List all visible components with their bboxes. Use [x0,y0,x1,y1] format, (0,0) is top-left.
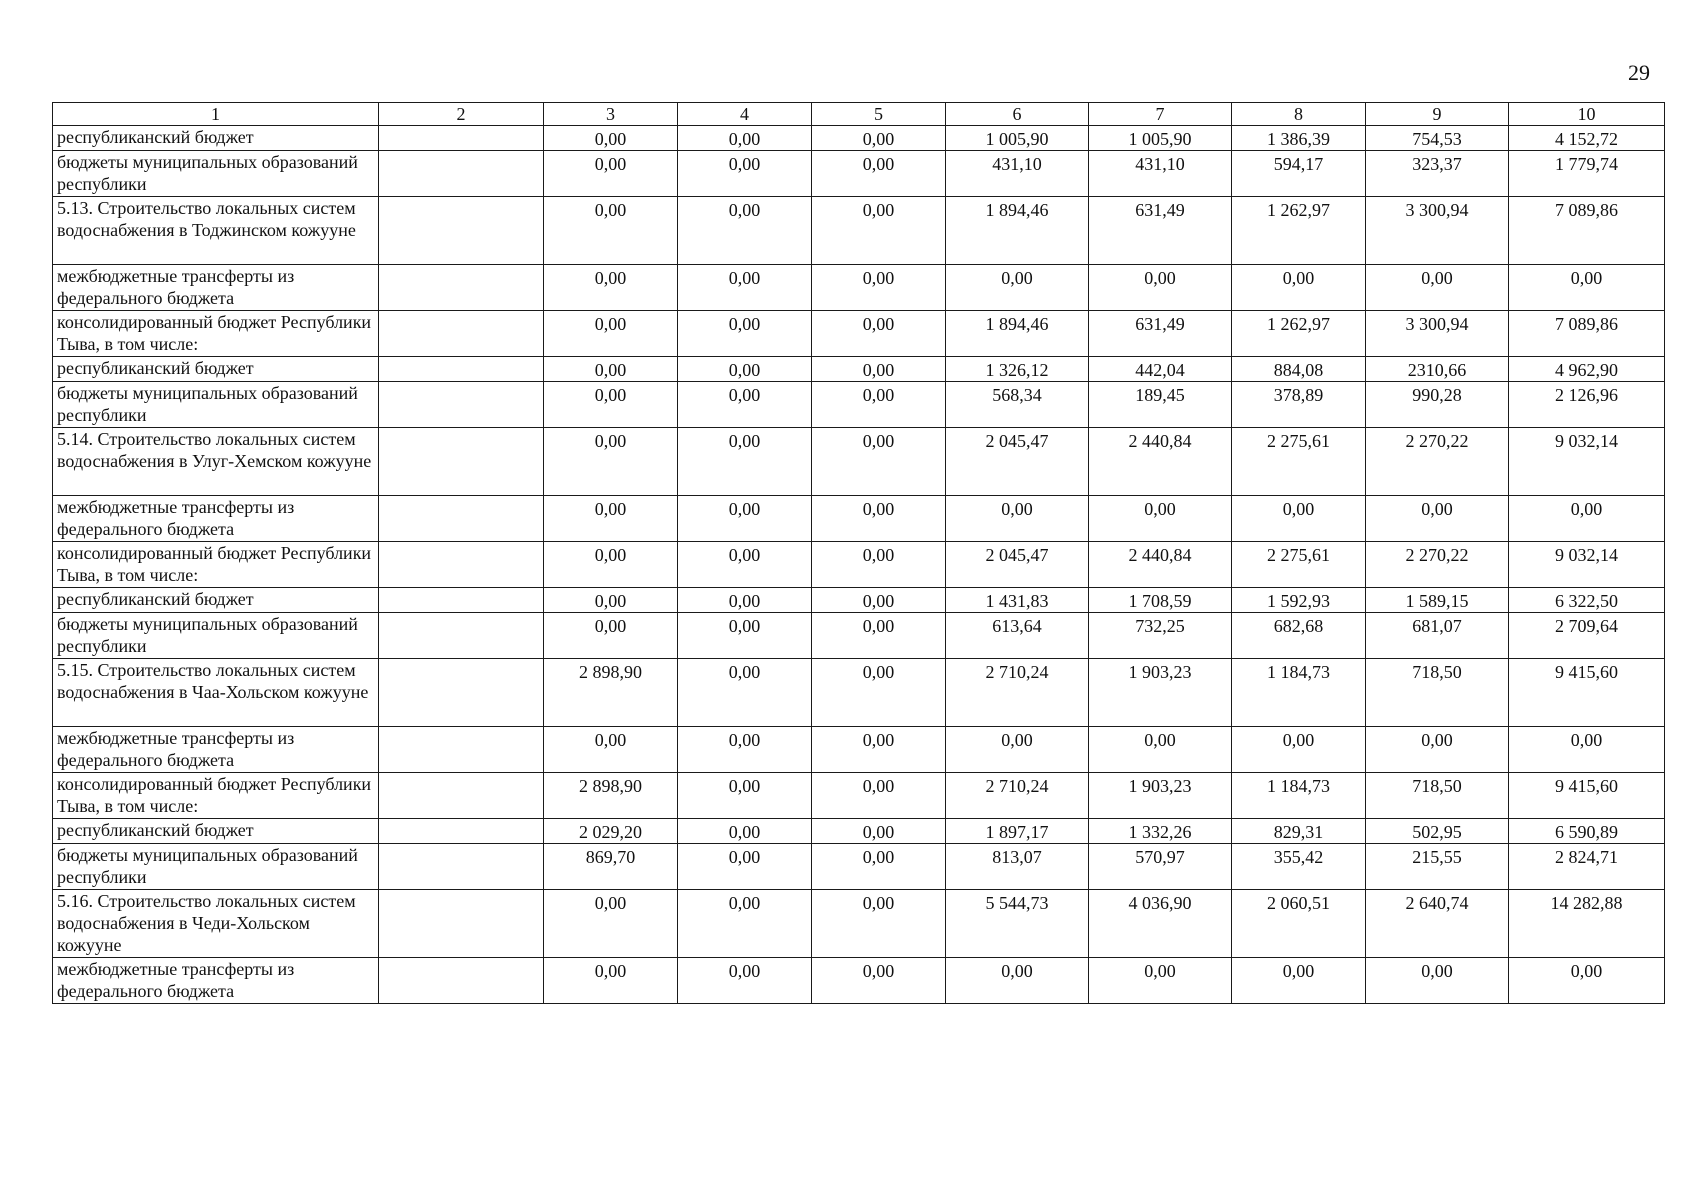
row-name: бюджеты муниципальных образований республики [53,844,379,890]
value-cell: 6 590,89 [1509,819,1665,844]
empty-cell [379,958,544,1004]
value-cell: 570,97 [1089,844,1232,890]
value-cell: 869,70 [544,844,678,890]
value-cell: 0,00 [678,727,812,773]
value-cell: 2 824,71 [1509,844,1665,890]
value-cell: 0,00 [1509,727,1665,773]
value-cell: 0,00 [544,588,678,613]
table-row [53,773,1665,819]
row-name: 5.15. Строительство локальных систем водоснабжения в Чаа-Хольском кожууне [53,659,379,727]
value-cell: 431,10 [946,151,1089,197]
value-cell: 7 089,86 [1509,311,1665,357]
value-cell: 0,00 [1089,727,1232,773]
value-cell: 1 386,39 [1232,126,1366,151]
empty-cell [379,382,544,428]
value-cell: 442,04 [1089,357,1232,382]
value-cell: 2 898,90 [544,659,678,727]
value-cell: 2 270,22 [1366,542,1509,588]
value-cell: 0,00 [1366,265,1509,311]
empty-cell [379,844,544,890]
value-cell: 0,00 [812,727,946,773]
empty-cell [379,496,544,542]
value-cell: 0,00 [678,151,812,197]
value-cell: 1 326,12 [946,357,1089,382]
empty-cell [379,727,544,773]
empty-cell [379,197,544,265]
value-cell: 0,00 [946,265,1089,311]
value-cell: 502,95 [1366,819,1509,844]
value-cell: 1 589,15 [1366,588,1509,613]
value-cell: 0,00 [812,613,946,659]
table-row [53,890,1665,958]
value-cell: 0,00 [678,773,812,819]
value-cell: 1 894,46 [946,197,1089,265]
value-cell: 0,00 [544,311,678,357]
row-name: межбюджетные трансферты из федерального бюджета [53,727,379,773]
value-cell: 2 709,64 [1509,613,1665,659]
value-cell: 2 710,24 [946,659,1089,727]
value-cell: 0,00 [678,844,812,890]
value-cell: 431,10 [1089,151,1232,197]
value-cell: 4 036,90 [1089,890,1232,958]
value-cell: 4 152,72 [1509,126,1665,151]
value-cell: 2 898,90 [544,773,678,819]
row-name: межбюджетные трансферты из федерального бюджета [53,496,379,542]
value-cell: 0,00 [678,542,812,588]
value-cell: 0,00 [812,958,946,1004]
value-cell: 631,49 [1089,197,1232,265]
value-cell: 0,00 [544,151,678,197]
row-name: межбюджетные трансферты из федерального бюджета [53,958,379,1004]
value-cell: 0,00 [678,819,812,844]
table-row [53,659,1665,727]
value-cell: 613,64 [946,613,1089,659]
table-row [53,613,1665,659]
value-cell: 568,34 [946,382,1089,428]
value-cell: 0,00 [1509,496,1665,542]
value-cell: 718,50 [1366,773,1509,819]
value-cell: 0,00 [544,428,678,496]
value-cell: 1 592,93 [1232,588,1366,613]
value-cell: 813,07 [946,844,1089,890]
value-cell: 0,00 [544,197,678,265]
table-row [53,126,1665,151]
column-header: 2 [379,103,544,126]
empty-cell [379,588,544,613]
value-cell: 0,00 [1366,727,1509,773]
empty-cell [379,311,544,357]
value-cell: 1 894,46 [946,311,1089,357]
value-cell: 0,00 [1366,496,1509,542]
table-row [53,496,1665,542]
value-cell: 0,00 [1232,958,1366,1004]
value-cell: 990,28 [1366,382,1509,428]
value-cell: 0,00 [812,311,946,357]
value-cell: 0,00 [812,890,946,958]
empty-cell [379,151,544,197]
value-cell: 0,00 [544,542,678,588]
value-cell: 0,00 [678,265,812,311]
value-cell: 0,00 [678,428,812,496]
column-header: 6 [946,103,1089,126]
value-cell: 0,00 [1089,265,1232,311]
column-header: 1 [53,103,379,126]
value-cell: 3 300,94 [1366,311,1509,357]
value-cell: 1 005,90 [946,126,1089,151]
value-cell: 0,00 [812,197,946,265]
value-cell: 378,89 [1232,382,1366,428]
value-cell: 0,00 [544,613,678,659]
table-row [53,311,1665,357]
value-cell: 1 262,97 [1232,197,1366,265]
value-cell: 0,00 [544,496,678,542]
value-cell: 2 640,74 [1366,890,1509,958]
value-cell: 0,00 [812,659,946,727]
row-name: консолидированный бюджет Республики Тыва, в том числе: [53,542,379,588]
empty-cell [379,659,544,727]
value-cell: 5 544,73 [946,890,1089,958]
value-cell: 0,00 [544,727,678,773]
row-name: 5.14. Строительство локальных систем водоснабжения в Улуг-Хемском кожууне [53,428,379,496]
empty-cell [379,773,544,819]
value-cell: 0,00 [1366,958,1509,1004]
value-cell: 0,00 [678,382,812,428]
table-row [53,588,1665,613]
column-header: 5 [812,103,946,126]
value-cell: 1 332,26 [1089,819,1232,844]
table-row [53,958,1665,1004]
value-cell: 0,00 [812,588,946,613]
value-cell: 0,00 [678,659,812,727]
value-cell: 9 415,60 [1509,773,1665,819]
value-cell: 4 962,90 [1509,357,1665,382]
table-row [53,542,1665,588]
value-cell: 681,07 [1366,613,1509,659]
value-cell: 2 126,96 [1509,382,1665,428]
row-name: межбюджетные трансферты из федерального бюджета [53,265,379,311]
value-cell: 0,00 [946,727,1089,773]
value-cell: 1 262,97 [1232,311,1366,357]
value-cell: 0,00 [812,428,946,496]
value-cell: 0,00 [544,382,678,428]
value-cell: 0,00 [812,357,946,382]
value-cell: 0,00 [812,265,946,311]
row-name: бюджеты муниципальных образований республики [53,151,379,197]
empty-cell [379,265,544,311]
column-header: 7 [1089,103,1232,126]
table-row [53,428,1665,496]
value-cell: 594,17 [1232,151,1366,197]
value-cell: 1 005,90 [1089,126,1232,151]
table-row [53,727,1665,773]
value-cell: 2 045,47 [946,428,1089,496]
table-body [53,126,1665,1004]
empty-cell [379,890,544,958]
table-row [53,844,1665,890]
value-cell: 2 045,47 [946,542,1089,588]
value-cell: 0,00 [678,958,812,1004]
value-cell: 0,00 [544,958,678,1004]
value-cell: 0,00 [812,542,946,588]
empty-cell [379,357,544,382]
row-name: республиканский бюджет [53,126,379,151]
value-cell: 0,00 [678,311,812,357]
value-cell: 0,00 [678,126,812,151]
value-cell: 0,00 [1232,496,1366,542]
empty-cell [379,126,544,151]
value-cell: 1 184,73 [1232,659,1366,727]
value-cell: 718,50 [1366,659,1509,727]
value-cell: 2 270,22 [1366,428,1509,496]
row-name: консолидированный бюджет Республики Тыва, в том числе: [53,773,379,819]
column-header: 8 [1232,103,1366,126]
value-cell: 3 300,94 [1366,197,1509,265]
value-cell: 0,00 [678,613,812,659]
column-header: 10 [1509,103,1665,126]
value-cell: 1 903,23 [1089,773,1232,819]
value-cell: 0,00 [812,382,946,428]
empty-cell [379,819,544,844]
row-name: 5.13. Строительство локальных систем водоснабжения в Тоджинском кожууне [53,197,379,265]
table-row [53,265,1665,311]
value-cell: 0,00 [1509,265,1665,311]
table-row [53,819,1665,844]
empty-cell [379,428,544,496]
value-cell: 0,00 [678,357,812,382]
value-cell: 0,00 [544,357,678,382]
column-header: 9 [1366,103,1509,126]
value-cell: 884,08 [1232,357,1366,382]
value-cell: 0,00 [678,197,812,265]
row-name: республиканский бюджет [53,357,379,382]
value-cell: 2 275,61 [1232,428,1366,496]
value-cell: 215,55 [1366,844,1509,890]
table-row [53,151,1665,197]
value-cell: 9 415,60 [1509,659,1665,727]
value-cell: 829,31 [1232,819,1366,844]
value-cell: 0,00 [946,958,1089,1004]
value-cell: 0,00 [1232,727,1366,773]
value-cell: 0,00 [812,844,946,890]
value-cell: 0,00 [544,890,678,958]
value-cell: 2 440,84 [1089,428,1232,496]
value-cell: 682,68 [1232,613,1366,659]
value-cell: 0,00 [1509,958,1665,1004]
value-cell: 9 032,14 [1509,428,1665,496]
value-cell: 1 779,74 [1509,151,1665,197]
value-cell: 732,25 [1089,613,1232,659]
value-cell: 0,00 [678,588,812,613]
value-cell: 2 440,84 [1089,542,1232,588]
value-cell: 0,00 [678,890,812,958]
column-header: 3 [544,103,678,126]
value-cell: 0,00 [812,819,946,844]
value-cell: 1 431,83 [946,588,1089,613]
value-cell: 2 060,51 [1232,890,1366,958]
value-cell: 2 710,24 [946,773,1089,819]
value-cell: 0,00 [1232,265,1366,311]
value-cell: 1 184,73 [1232,773,1366,819]
row-name: 5.16. Строительство локальных систем водоснабжения в Чеди-Хольском кожууне [53,890,379,958]
empty-cell [379,613,544,659]
value-cell: 631,49 [1089,311,1232,357]
value-cell: 6 322,50 [1509,588,1665,613]
value-cell: 9 032,14 [1509,542,1665,588]
value-cell: 1 897,17 [946,819,1089,844]
page-number: 29 [1628,60,1650,85]
value-cell: 0,00 [946,496,1089,542]
value-cell: 189,45 [1089,382,1232,428]
value-cell: 2 029,20 [544,819,678,844]
table-row [53,382,1665,428]
column-header: 4 [678,103,812,126]
table-row [53,197,1665,265]
value-cell: 0,00 [544,126,678,151]
budget-table [52,102,1665,1004]
value-cell: 323,37 [1366,151,1509,197]
value-cell: 1 708,59 [1089,588,1232,613]
value-cell: 2 275,61 [1232,542,1366,588]
value-cell: 1 903,23 [1089,659,1232,727]
row-name: бюджеты муниципальных образований республики [53,382,379,428]
value-cell: 0,00 [544,265,678,311]
value-cell: 7 089,86 [1509,197,1665,265]
value-cell: 0,00 [812,773,946,819]
value-cell: 754,53 [1366,126,1509,151]
row-name: бюджеты муниципальных образований республики [53,613,379,659]
value-cell: 0,00 [678,496,812,542]
value-cell: 0,00 [812,151,946,197]
table-header-row [53,103,1665,126]
empty-cell [379,542,544,588]
value-cell: 355,42 [1232,844,1366,890]
row-name: консолидированный бюджет Республики Тыва, в том числе: [53,311,379,357]
value-cell: 0,00 [812,126,946,151]
table-row [53,357,1665,382]
value-cell: 0,00 [1089,496,1232,542]
row-name: республиканский бюджет [53,819,379,844]
row-name: республиканский бюджет [53,588,379,613]
value-cell: 0,00 [812,496,946,542]
value-cell: 2310,66 [1366,357,1509,382]
value-cell: 14 282,88 [1509,890,1665,958]
value-cell: 0,00 [1089,958,1232,1004]
